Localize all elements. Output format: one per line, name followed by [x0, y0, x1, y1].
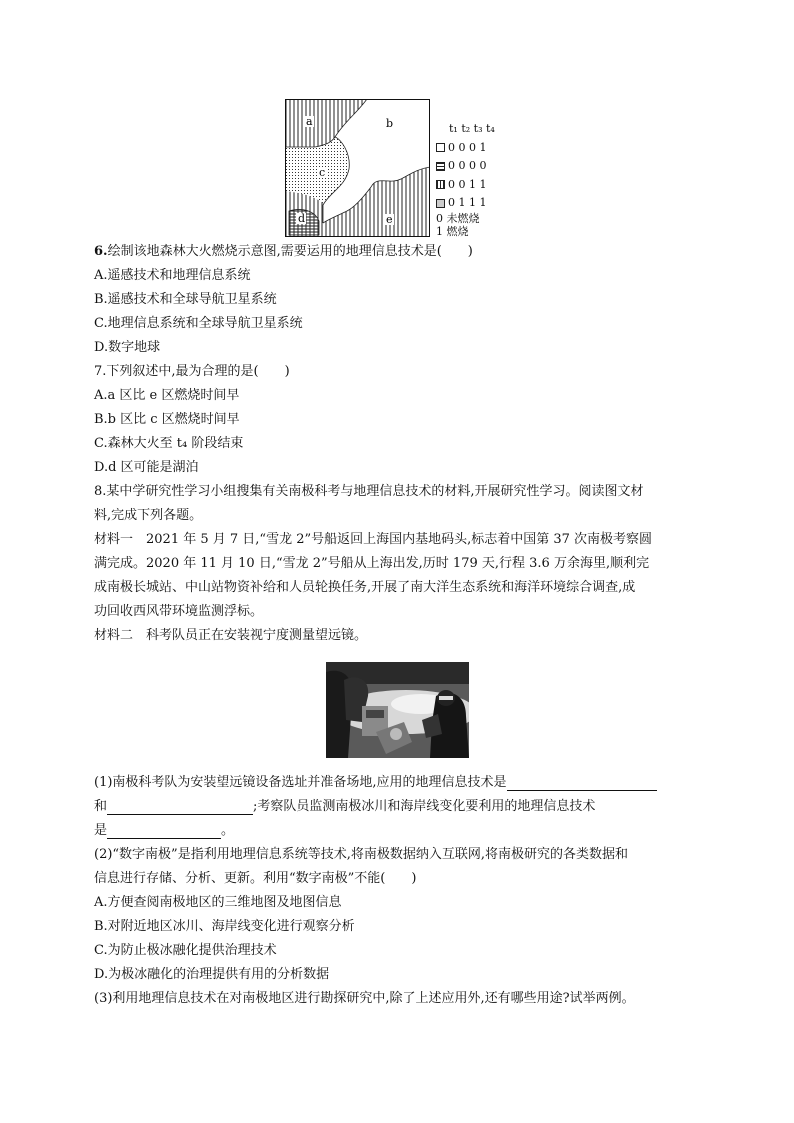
forest-fire-map	[285, 99, 430, 237]
q8-part2-option-a: A.方便查阅南极地区的三维地图及地图信息	[94, 895, 342, 910]
q6-option-c: C.地理信息系统和全球导航卫星系统	[94, 316, 303, 331]
legend-swatch-blank	[436, 143, 445, 152]
legend-note-burned: 1 燃烧	[436, 224, 469, 238]
q7-stem: 7.下列叙述中,最为合理的是( )	[94, 364, 290, 379]
telescope-photo	[326, 662, 469, 758]
q7-option-d: D.d 区可能是湖泊	[94, 460, 199, 475]
q8-part1-line2: 和 ;考察队员监测南极冰川和海岸线变化要利用的地理信息技术	[94, 799, 596, 814]
material1-line4: 功回收西风带环境监测浮标。	[94, 604, 264, 619]
q8-part2-option-b: B.对附近地区冰川、海岸线变化进行观察分析	[94, 919, 355, 934]
q8-part1-line1: (1)南极科考队为安装望远镜设备选址并准备场地,应用的地理信息技术是	[94, 775, 657, 791]
region-label-b: b	[386, 117, 394, 130]
legend-swatch-dotted	[436, 199, 445, 208]
q6-option-d: D.数字地球	[94, 340, 161, 355]
legend-row-2: 0 0 0 0	[436, 157, 495, 176]
answer-blank-1[interactable]	[507, 776, 657, 791]
material1-line1: 材料一 2021 年 5 月 7 日,“雪龙 2”号船返回上海国内基地码头,标志着中国第 37 次南极考察圆	[94, 532, 653, 547]
q8-part1-line3: 是 。	[94, 823, 235, 838]
region-label-d: d	[298, 212, 306, 225]
q7-option-b: B.b 区比 c 区燃烧时间早	[94, 412, 240, 427]
region-label-a: a	[306, 115, 313, 128]
legend-row-1: 0 0 0 1	[436, 139, 495, 158]
legend-row-3: 0 0 1 1	[436, 176, 495, 195]
q8-stem-line1: 8.某中学研究性学习小组搜集有关南极科考与地理信息技术的材料,开展研究性学习。阅读图文材	[94, 484, 644, 499]
q6-option-a: A.遥感技术和地理信息系统	[94, 268, 251, 283]
answer-blank-3[interactable]	[107, 824, 221, 839]
region-label-c: c	[319, 166, 326, 179]
q8-part2-line1: (2)“数字南极”是指利用地理信息系统等技术,将南极数据纳入互联网,将南极研究的各类数据和	[94, 847, 628, 862]
q8-part2-line2: 信息进行存储、分析、更新。利用“数字南极”不能( )	[94, 871, 417, 886]
map-legend	[436, 120, 495, 239]
q6-option-b: B.遥感技术和全球导航卫星系统	[94, 292, 277, 307]
q8-part2-option-c: C.为防止极冰融化提供治理技术	[94, 943, 277, 958]
legend-swatch-horizontal	[436, 162, 445, 171]
q7-option-a: A.a 区比 e 区燃烧时间早	[94, 388, 240, 403]
region-label-e: e	[386, 213, 393, 226]
legend-row-4: 0 1 1 1	[436, 194, 495, 213]
answer-blank-2[interactable]	[107, 800, 253, 815]
q8-part3-text: (3)利用地理信息技术在对南极地区进行勘探研究中,除了上述应用外,还有哪些用途?试举两例。	[94, 991, 635, 1006]
material1-line2: 满完成。2020 年 11 月 10 日,“雪龙 2”号船从上海出发,历时 179 天,行程 3.6 万余海里,顺利完	[94, 556, 650, 571]
q6-stem: 6.绘制该地森林大火燃烧示意图,需要运用的地理信息技术是( )	[94, 244, 473, 259]
legend-note-unburned: 0 未燃烧	[436, 211, 480, 225]
material2-text: 材料二 科考队员正在安装视宁度测量望远镜。	[94, 628, 368, 643]
material1-line3: 成南极长城站、中山站物资补给和人员轮换任务,开展了南大洋生态系统和海洋环境综合调查,成	[94, 580, 636, 595]
legend-header: t₁ t₂ t₃ t₄	[449, 122, 495, 136]
q8-part2-option-d: D.为极冰融化的治理提供有用的分析数据	[94, 967, 330, 982]
q7-option-c: C.森林大火至 t₄ 阶段结束	[94, 436, 244, 451]
q8-stem-line2: 料,完成下列各题。	[94, 508, 203, 523]
legend-swatch-vertical	[436, 180, 445, 189]
